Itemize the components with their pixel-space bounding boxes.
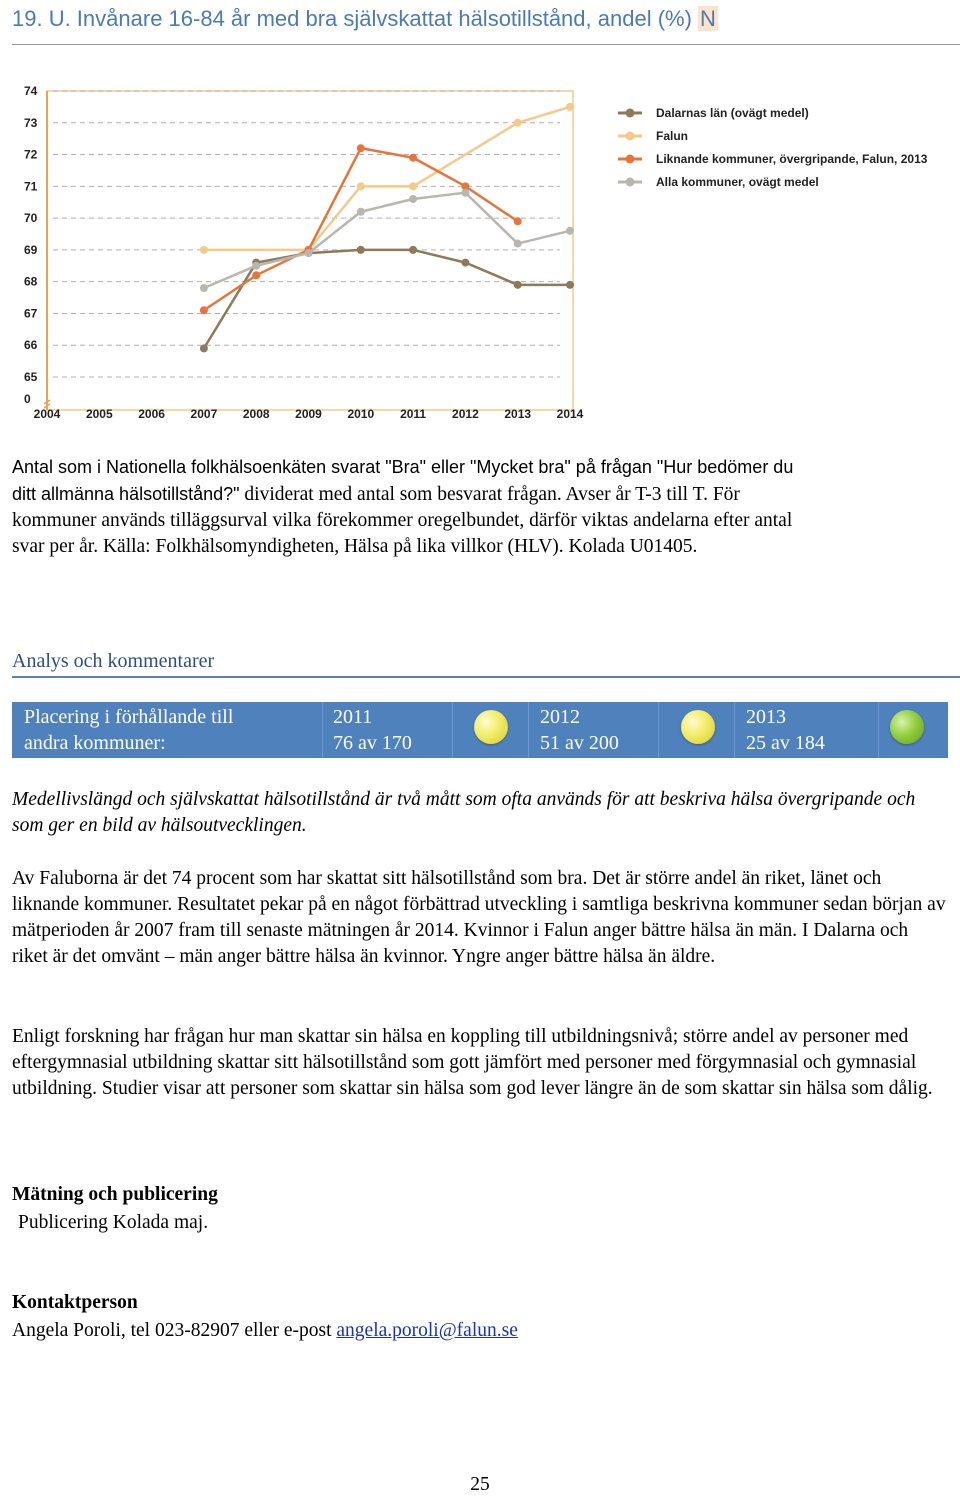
data-point xyxy=(357,246,365,254)
contact-line xyxy=(12,1318,518,1344)
data-point xyxy=(200,284,208,292)
y-tick-label: 70 xyxy=(24,211,38,226)
measurement-heading: Mätning och publicering xyxy=(12,1184,218,1205)
x-tick-label: 2013 xyxy=(504,407,532,421)
description-line-2a: ditt allmänna hälsotillstånd?" xyxy=(12,484,240,504)
data-point xyxy=(200,344,208,352)
data-point xyxy=(305,249,313,257)
rank-year: 2012 xyxy=(540,706,580,728)
y-tick-label: 66 xyxy=(24,338,38,353)
yellow-indicator-icon xyxy=(474,710,508,744)
page-title: 19. U. Invånare 16-84 år med bra självskattat hälsotillstånd, andel (%) xyxy=(12,6,692,31)
y-tick-label: 67 xyxy=(24,306,38,321)
measurement-text: Publicering Kolada maj. xyxy=(18,1212,209,1233)
y-tick-label: 73 xyxy=(24,115,38,130)
data-point xyxy=(200,246,208,254)
y-tick-label: 0 xyxy=(24,392,31,406)
x-tick-label: 2004 xyxy=(33,407,61,421)
x-tick-label: 2008 xyxy=(242,407,270,421)
x-tick-label: 2014 xyxy=(556,407,584,421)
data-point xyxy=(514,240,522,248)
rank-value: 25 av 184 xyxy=(746,732,825,754)
description-line-4: svar per år. Källa: Folkhälsomyndigheten, Hälsa på lika villkor (HLV). Kolada U01405. xyxy=(12,536,698,557)
analysis-heading: Analys och kommentarer xyxy=(12,648,960,678)
x-tick-label: 2007 xyxy=(190,407,218,421)
data-point xyxy=(357,208,365,216)
data-point xyxy=(461,189,469,197)
chart-svg xyxy=(20,80,950,425)
header-marker: N xyxy=(700,6,716,31)
x-tick-label: 2012 xyxy=(452,407,479,421)
data-point xyxy=(252,262,260,270)
description-line-1: Antal som i Nationella folkhälsoenkäten svarat "Bra" eller "Mycket bra" på frågan "Hur bedömer du xyxy=(12,457,794,477)
x-tick-label: 2005 xyxy=(85,407,113,421)
data-point xyxy=(357,182,365,190)
data-point xyxy=(409,195,417,203)
data-point xyxy=(409,154,417,162)
divider xyxy=(452,702,453,758)
divider xyxy=(658,702,659,758)
data-point xyxy=(566,227,574,235)
contact-email-link[interactable]: angela.poroli@falun.se xyxy=(336,1320,518,1341)
data-point xyxy=(200,306,208,314)
x-tick-label: 2011 xyxy=(400,407,427,421)
ranking-label-line-1: Placering i förhållande till xyxy=(24,706,234,728)
legend-swatch-dot xyxy=(626,155,635,164)
legend-label: Alla kommuner, ovägt medel xyxy=(656,175,819,189)
green-indicator-icon xyxy=(890,710,924,744)
data-point xyxy=(357,144,365,152)
y-tick-label: 72 xyxy=(24,147,38,162)
data-point xyxy=(566,281,574,289)
data-point xyxy=(514,119,522,127)
rank-year: 2011 xyxy=(333,706,373,728)
yellow-indicator-icon xyxy=(681,710,715,744)
ranking-label-line-2: andra kommuner: xyxy=(24,732,166,754)
legend-label: Falun xyxy=(656,129,688,143)
description-line-2b: dividerat med antal som besvarat frågan. Avser år T-3 till T. För xyxy=(239,484,740,505)
y-tick-label: 74 xyxy=(24,84,38,98)
y-tick-label: 65 xyxy=(24,370,38,384)
description-line-3: kommuner används tilläggsurval vilka förekommer oregelbundet, därför viktas andelarna efter antal xyxy=(12,510,793,531)
rank-value: 76 av 170 xyxy=(333,732,412,754)
line-chart xyxy=(20,80,950,425)
page-number: 25 xyxy=(470,1474,490,1495)
data-point xyxy=(514,217,522,225)
data-point xyxy=(252,271,260,279)
rank-year: 2013 xyxy=(746,706,786,728)
y-tick-label: 71 xyxy=(24,179,38,194)
legend-label: Dalarnas län (ovägt medel) xyxy=(656,106,809,120)
ranking-label xyxy=(24,704,233,760)
italic-intro: Medellivslängd och självskattat hälsotillstånd är två mått som ofta används för att beskriva hälsa övergripande och som ger en bild av hälsoutvecklingen. xyxy=(12,789,916,836)
x-tick-label: 2006 xyxy=(138,407,165,421)
divider xyxy=(878,702,879,758)
divider xyxy=(322,702,323,758)
divider xyxy=(734,702,735,758)
data-point xyxy=(461,259,469,267)
contact-text: Angela Poroli, tel 023-82907 eller e-post xyxy=(12,1320,337,1341)
contact-heading: Kontaktperson xyxy=(12,1292,138,1313)
rank-2012 xyxy=(540,704,619,760)
data-point xyxy=(409,182,417,190)
analysis-paragraph-2: Enligt forskning har frågan hur man skattar sin hälsa en koppling till utbildningsnivå; större andel av personer med eftergymnasial utbildning skattar sitt hälsotillstånd som gott jämfört med personer med förgymnasial och gymnasial utbildning. Studier visar att personer som skattar sin hälsa som god lever längre än de som skattar sin hälsa som dålig. xyxy=(12,1026,933,1099)
y-tick-label: 69 xyxy=(24,242,38,257)
data-point xyxy=(409,246,417,254)
legend-label: Liknande kommuner, övergripande, Falun, 2013 xyxy=(656,152,928,166)
analysis-paragraph-1: Av Faluborna är det 74 procent som har skattat sitt hälsotillstånd som bra. Det är större andel än riket, länet och liknande kommuner. Resultatet pekar på en något förbättrad utveckling i samtliga beskrivna kommuner sedan början av mätperioden år 2007 fram till senaste mätningen år 2014. Kvinnor i Falun anger bättre hälsa än män. I Dalarna och riket är det omvänt – män anger bättre hälsa än kvinnor. Yngre anger bättre hälsa än äldre. xyxy=(12,868,946,967)
page-header xyxy=(12,4,960,45)
data-point xyxy=(514,281,522,289)
x-tick-label: 2009 xyxy=(295,407,322,421)
legend-swatch-dot xyxy=(626,178,635,187)
ranking-box xyxy=(12,702,948,758)
divider xyxy=(528,702,529,758)
data-point xyxy=(566,103,574,111)
x-tick-label: 2010 xyxy=(347,407,375,421)
legend-swatch-dot xyxy=(626,132,635,141)
y-tick-label: 68 xyxy=(24,274,38,289)
rank-2011 xyxy=(333,704,412,760)
rank-value: 51 av 200 xyxy=(540,732,619,754)
chart-description xyxy=(12,454,947,560)
legend-swatch-dot xyxy=(626,109,635,118)
rank-2013 xyxy=(746,704,825,760)
